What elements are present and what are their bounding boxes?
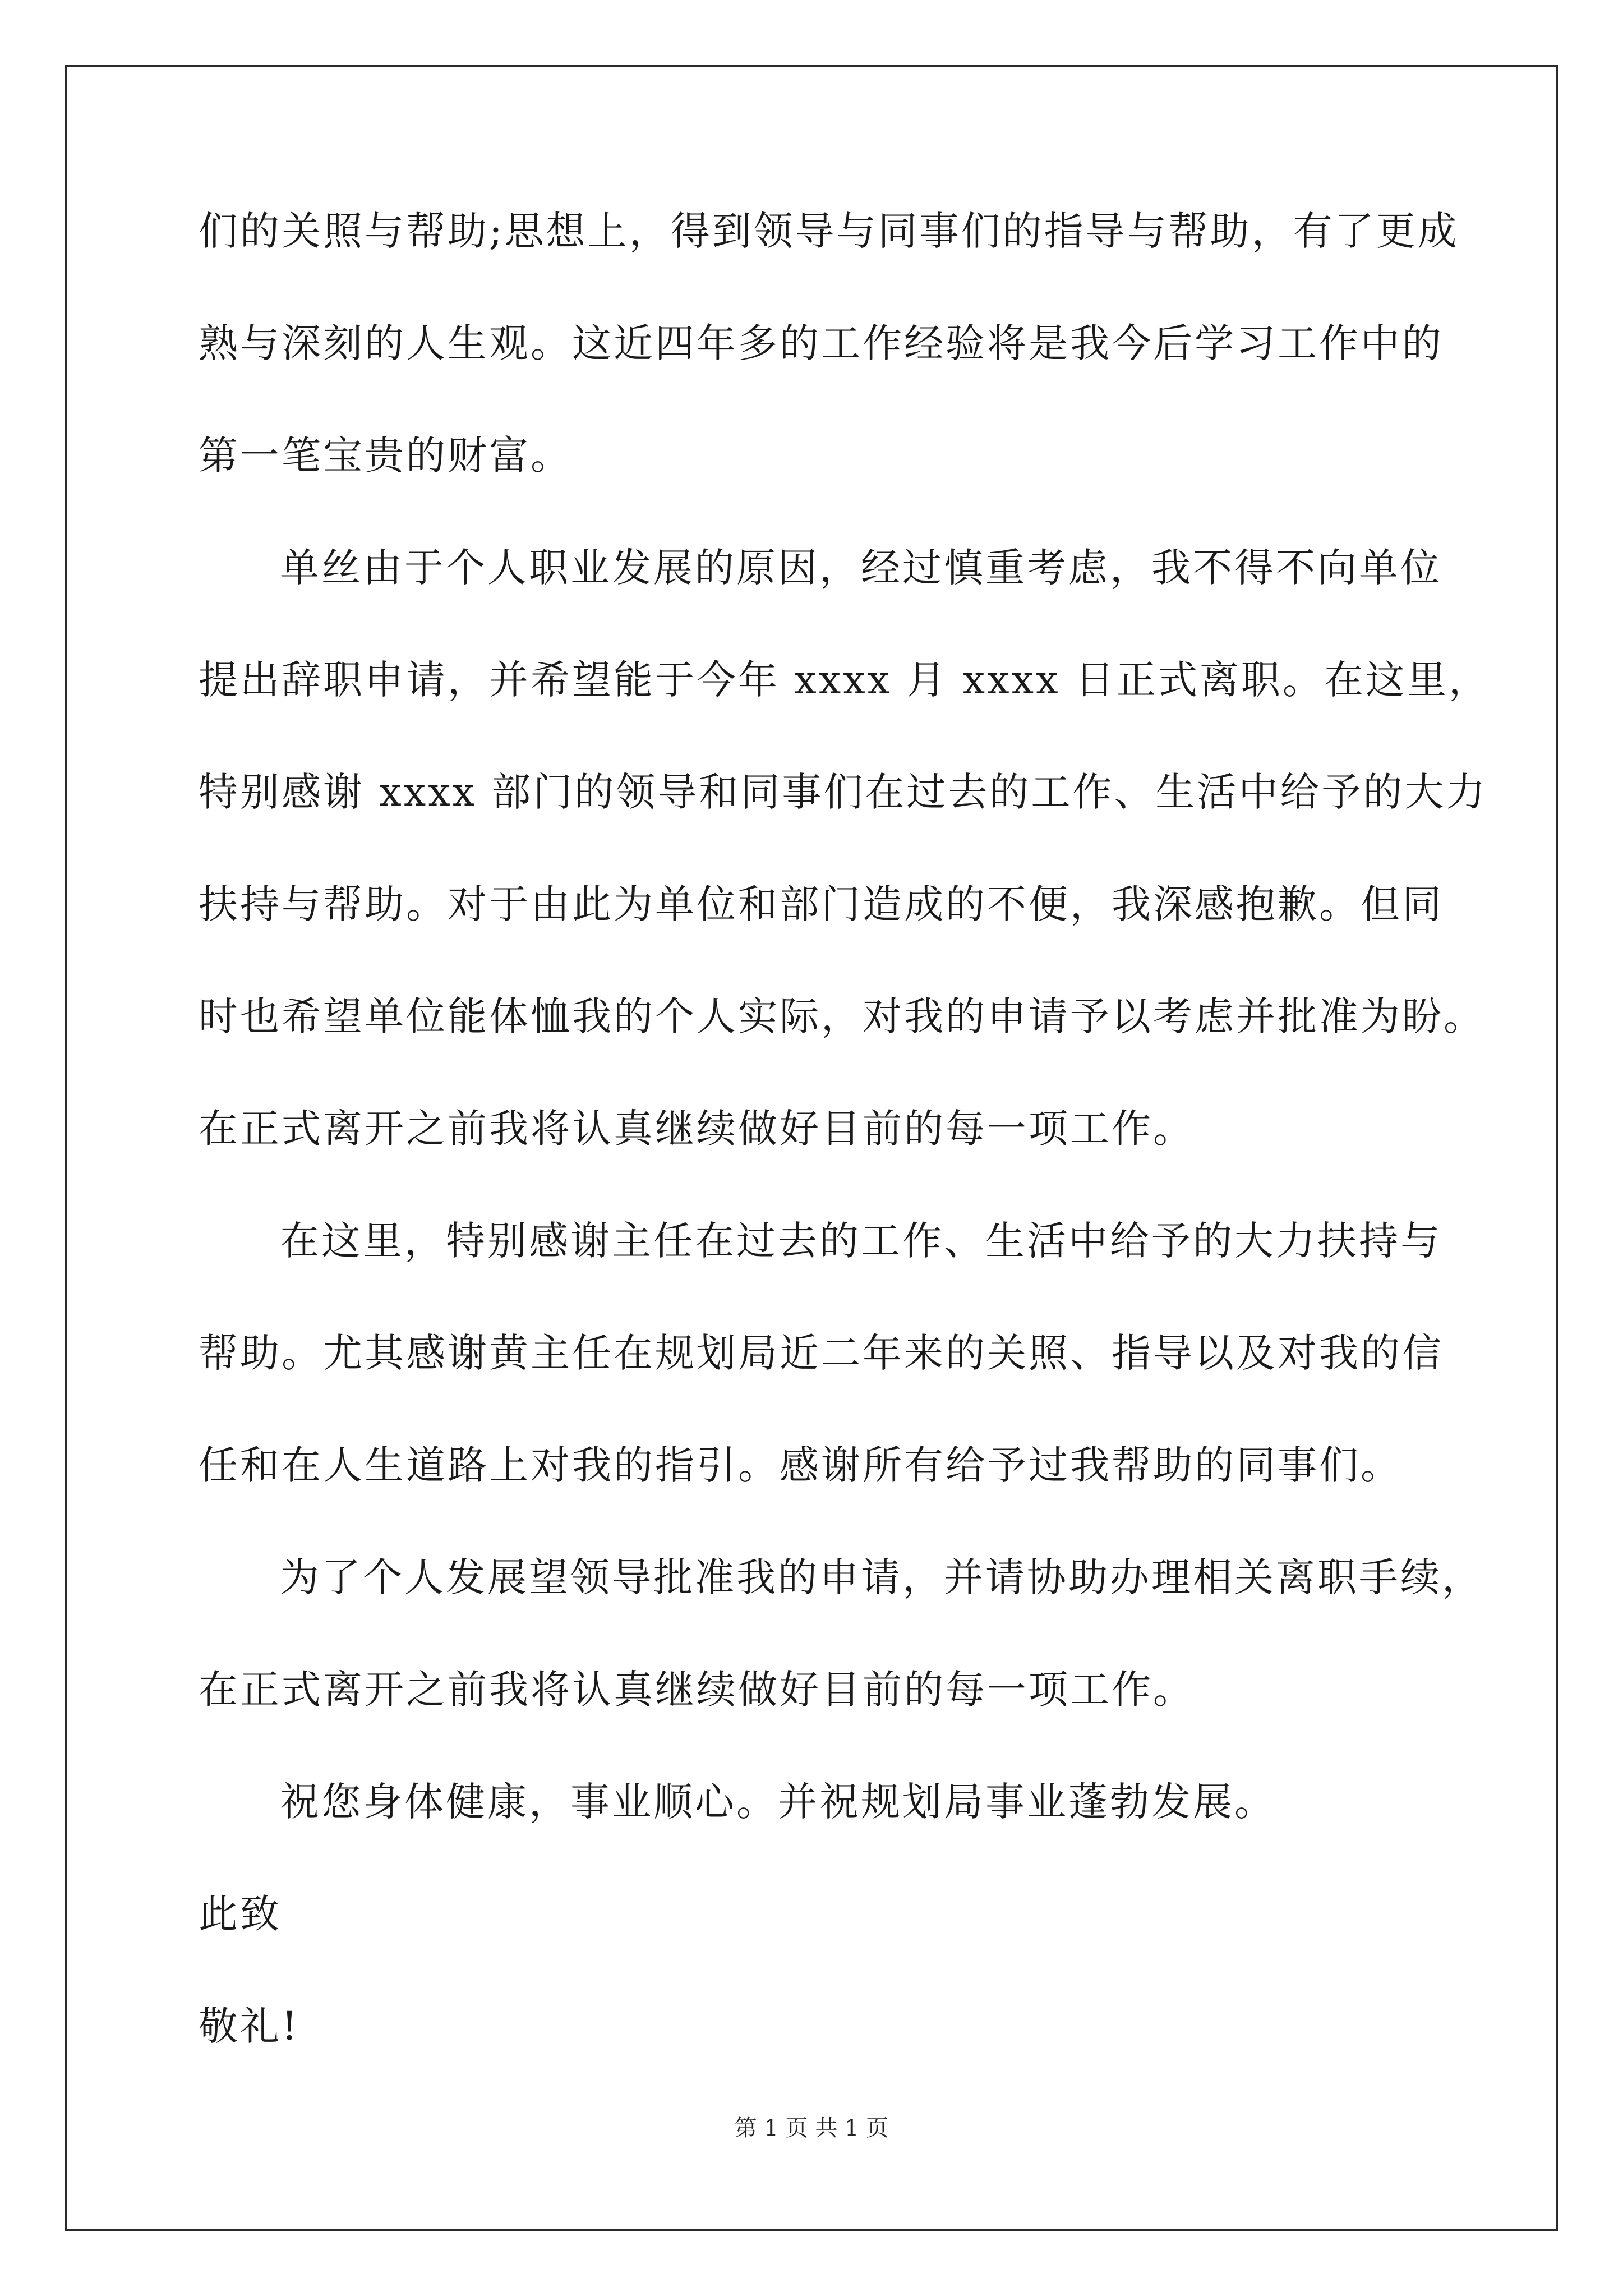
text-line: 们的关照与帮助;思想上，得到领导与同事们的指导与帮助，有了更成 [199, 208, 1459, 254]
text-line: 扶持与帮助。对于由此为单位和部门造成的不便，我深感抱歉。但同 [199, 881, 1444, 927]
text-line: 时也希望单位能体恤我的个人实际，对我的申请予以考虑并批准为盼。 [199, 993, 1485, 1039]
text-line: 任和在人生道路上对我的指引。感谢所有给予过我帮助的同事们。 [199, 1442, 1402, 1488]
text-line: 帮助。尤其感谢黄主任在规划局近二年来的关照、指导以及对我的信 [199, 1330, 1444, 1376]
closing-salutation: 此致 [199, 1891, 282, 1937]
text-line: 熟与深刻的人生观。这近四年多的工作经验将是我今后学习工作中的 [199, 320, 1444, 366]
text-line: 在正式离开之前我将认真继续做好目前的每一项工作。 [199, 1106, 1195, 1152]
paragraph-start-line: 为了个人发展望领导批准我的申请，并请协助办理相关离职手续， [280, 1554, 1483, 1600]
paragraph-start-line: 单丝由于个人职业发展的原因，经过慎重考虑，我不得不向单位 [280, 545, 1442, 591]
paragraph-start-line: 在这里，特别感谢主任在过去的工作、生活中给予的大力扶持与 [280, 1218, 1442, 1264]
text-line: 特别感谢 xxxx 部门的领导和同事们在过去的工作、生活中给予的大力 [199, 769, 1488, 815]
paragraph-start-line: 祝您身体健康，事业顺心。并祝规划局事业蓬勃发展。 [280, 1779, 1276, 1825]
text-line: 在正式离开之前我将认真继续做好目前的每一项工作。 [199, 1667, 1195, 1713]
text-line: 第一笔宝贵的财富。 [199, 432, 572, 478]
text-line: 提出辞职申请，并希望能于今年 xxxx 月 xxxx 日正式离职。在这里， [199, 657, 1490, 703]
closing-regards: 敬礼! [199, 2003, 300, 2049]
page-footer: 第 1 页 共 1 页 [734, 2115, 889, 2141]
